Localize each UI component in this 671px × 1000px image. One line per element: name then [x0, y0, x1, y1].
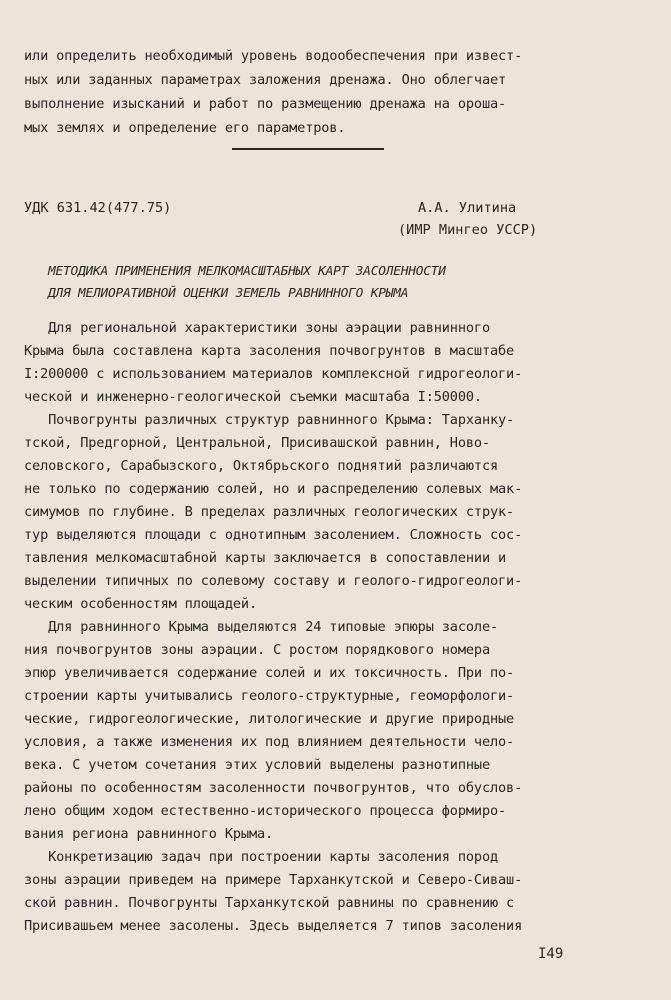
continuation-line: мых землях и определение его параметров. — [24, 120, 346, 136]
body-line: Для региональной характеристики зоны аэрации равнинного — [24, 320, 490, 336]
body-line: районы по особенностям засоленности почвогрунтов, что обуслов- — [24, 780, 523, 796]
body-line: ческой и инженерно-геологической съемки масштаба I:50000. — [24, 389, 482, 405]
body-line: эпюр увеличивается содержание солей и их токсичность. При по- — [24, 665, 515, 681]
body-line: симумов по глубине. В пределах различных геологических струк- — [24, 504, 515, 520]
body-line: ческим особенностям площадей. — [24, 596, 257, 612]
body-line: Конкретизацию задач при построении карты засоления пород — [24, 849, 499, 865]
body-line: Присивашьем менее засолены. Здесь выделяется 7 типов засоления — [24, 918, 523, 934]
body-line: Для равнинного Крыма выделяются 24 типовые эпюры засоле- — [24, 619, 499, 635]
body-line: зоны аэрации приведем на примере Тарханкутской и Северо-Сиваш- — [24, 872, 523, 888]
body-line: ской равнин. Почвогрунты Тарханкутской равнины по сравнению с — [24, 895, 515, 911]
author-affiliation: (ИМР Мингео УССР) — [398, 222, 538, 238]
body-line: лено общим ходом естественно-исторического процесса формиро- — [24, 803, 507, 819]
continuation-line: или определить необходимый уровень водообеспечения при извест- — [24, 48, 523, 64]
body-line: Крыма была составлена карта засоления почвогрунтов в масштабе — [24, 343, 515, 359]
body-line: тавления мелкомасштабной карты заключается в сопоставлении и — [24, 550, 507, 566]
body-line: I:200000 с использованием материалов комплексной гидрогеологи- — [24, 366, 523, 382]
body-line: Почвогрунты различных структур равнинного Крыма: Тарханку- — [24, 412, 515, 428]
body-line: ния почвогрунтов зоны аэрации. С ростом порядкового номера — [24, 642, 490, 658]
body-line: тской, Предгорной, Центральной, Присивашской равнин, Ново- — [24, 435, 490, 451]
body-line: тур выделяются площади с однотипным засолением. Сложность сос- — [24, 527, 523, 543]
article-title-line: МЕТОДИКА ПРИМЕНЕНИЯ МЕЛКОМАСШТАБНЫХ КАРТ ЗАСОЛЕННОСТИ — [48, 264, 446, 279]
section-divider — [232, 148, 384, 150]
continuation-line: выполнение изысканий и работ по размещению дренажа на ороша- — [24, 96, 507, 112]
body-line: строении карты учитывались геолого-структурные, геоморфологи- — [24, 688, 515, 704]
udc-code: УДК 631.42(477.75) — [24, 200, 172, 216]
author-name: А.А. Улитина — [418, 200, 517, 216]
body-line: ческие, гидрогеологические, литологические и другие природные — [24, 711, 515, 727]
page-number: I49 — [538, 946, 564, 962]
continuation-line: ных или заданных параметрах заложения дренажа. Оно облегчает — [24, 72, 507, 88]
body-line: века. С учетом сочетания этих условий выделены разнотипные — [24, 757, 490, 773]
article-title-line: ДЛЯ МЕЛИОРАТИВНОЙ ОЦЕНКИ ЗЕМЕЛЬ РАВНИННОГО КРЫМА — [48, 286, 409, 301]
body-line: условия, а также изменения их под влиянием деятельности чело- — [24, 734, 515, 750]
body-line: вания региона равнинного Крыма. — [24, 826, 274, 842]
body-line: выделении типичных по солевому составу и геолого-гидрогеологи- — [24, 573, 523, 589]
body-line: селовского, Сарабызского, Октябрьского поднятий различаются — [24, 458, 499, 474]
body-line: не только по содержанию солей, но и распределению солевых мак- — [24, 481, 523, 497]
